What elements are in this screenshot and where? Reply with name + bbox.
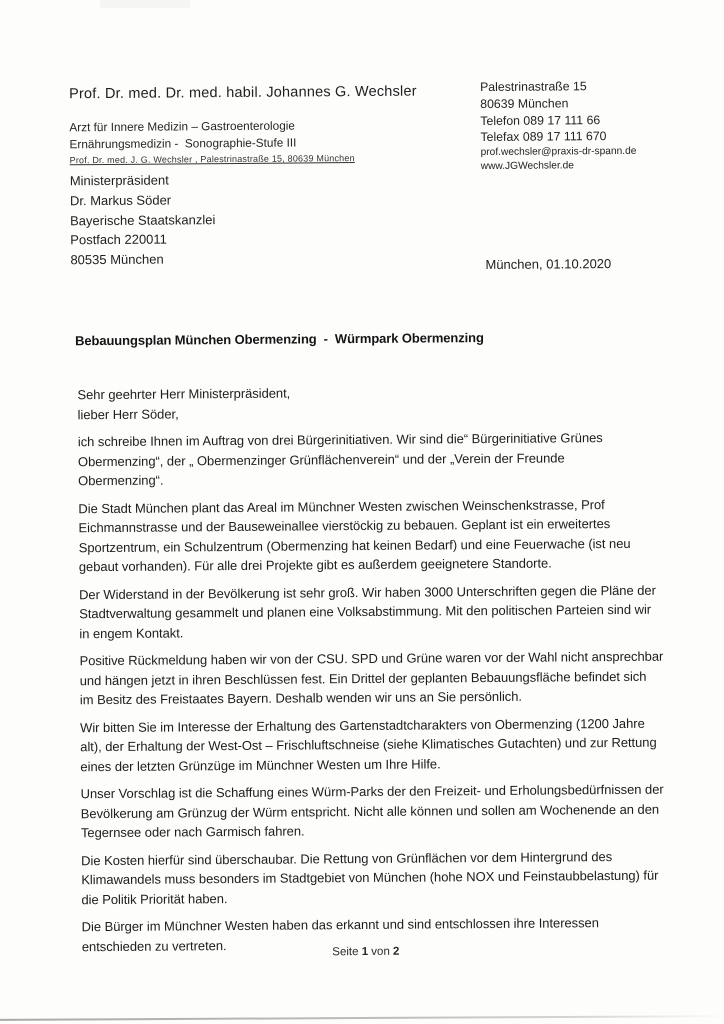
sender-specialty-line1: Arzt für Innere Medizin – Gastroenterologie: [69, 118, 295, 135]
paragraph-6: Unser Vorschlag ist die Schaffung eines Würm-Parks der den Freizeit- und Erholungsbedürfnissen der Bevölkerung am Grünzug der Würm entspricht. Nicht alle können und sollen am Wochenende an den Tegernsee oder nach Garmisch fahren.: [80, 781, 664, 841]
sender-contact-block: [480, 78, 637, 173]
paragraph-7: Die Kosten hierfür sind überschaubar. Die Rettung von Grünflächen vor dem Hintergrund des Klimawandels muss besonders im Stadtgebiet von München (hohe NOX und Feinstaubbelastung) für die Politik Priorität haben.: [81, 848, 659, 907]
sender-phone: Telefon 089 17 111 66: [480, 112, 601, 128]
date-line: München, 01.10.2020: [485, 256, 612, 273]
footer-of-label: von: [368, 945, 394, 958]
subject-line: Bebauungsplan München Obermenzing - Würmpark Obermenzing: [74, 330, 484, 349]
sender-website: www.JGWechsler.de: [480, 160, 574, 172]
sender-street: Palestrinastraße 15: [480, 79, 587, 95]
footer-total-pages: 2: [392, 945, 400, 958]
paragraph-2: Die Stadt München plant das Areal im Münchner Westen zwischen Weinschenkstrasse, Prof Eichmannstrasse und der Bauseweinallee vierstöckig zu bebauen. Geplant ist ein erweitertes Sportzentrum, ein Schulzentrum (Obermenzing hat keinen Bedarf) und eine Feuerwache (ist neu gebaut vorhanden). Für alle drei Projekte gibt es außerdem geeignetere Standorte.: [78, 496, 631, 575]
recipient-address: Ministerpräsident Dr. Markus Söder Bayerische Staatskanzlei Postfach 220011 80535 München: [69, 172, 216, 268]
paragraph-3: Der Widerstand in der Bevölkerung ist sehr groß. Wir haben 3000 Unterschriften gegen die Pläne der Stadtverwaltung gesammelt und planen eine Volksabstimmung. Mit den politischen Parteien sind wir in engem Kontakt.: [78, 582, 656, 641]
sender-city: 80639 München: [480, 96, 569, 111]
paragraph-1: ich schreibe Ihnen im Auftrag von drei Bürgerinitiativen. Wir sind die“ Bürgerinitiative Grünes Obermenzing“, der „ Obermenzinger Grünflächenverein“ und der „Verein der Freunde Obermenzing“.: [77, 430, 603, 489]
sender-specialty: [69, 118, 296, 154]
sender-reference-line: Prof. Dr. med. J. G. Wechsler , Palestrinastraße 15, 80639 München: [69, 153, 355, 166]
footer-prefix: Seite: [332, 946, 362, 959]
paragraph-4: Positive Rückmeldung haben wir von der CSU. SPD und Grüne waren vor der Wahl nicht ansprechbar und hängen jetzt in ihren Beschlüssen fest. Ein Drittel der geplanten Bebauungsfläche befindet sich im Besitz des Freistaates Bayern. Deshalb wenden wir uns an Sie persönlich.: [79, 648, 664, 708]
salutation: Sehr geehrter Herr Ministerpräsident, lieber Herr Söder,: [77, 385, 291, 422]
sender-specialty-line2: Ernährungsmedizin - Sonographie-Stufe III: [69, 135, 297, 152]
letter-body: [77, 380, 702, 964]
sender-name: Prof. Dr. med. Dr. med. habil. Johannes G. Wechsler: [69, 83, 417, 103]
sender-fax: Telefax 089 17 111 670: [480, 129, 607, 145]
paragraph-5: Wir bitten Sie im Interesse der Erhaltung des Gartenstadtcharakters von Obermenzing (1200 Jahre alt), der Erhaltung der West-Ost – Frischluftschneise (siehe Klimatisches Gutachten) und zur Rettung eines der letzten Grünzüge im Münchner Westen um Ihre Hilfe.: [80, 715, 657, 774]
paragraph-8: Die Bürger im Münchner Westen haben das erkannt und sind entschlossen ihre Interessen entschieden zu vertreten.: [81, 915, 599, 954]
footer-page-number: 1: [361, 945, 369, 959]
sender-email: prof.wechsler@praxis-dr-spann.de: [480, 146, 637, 159]
